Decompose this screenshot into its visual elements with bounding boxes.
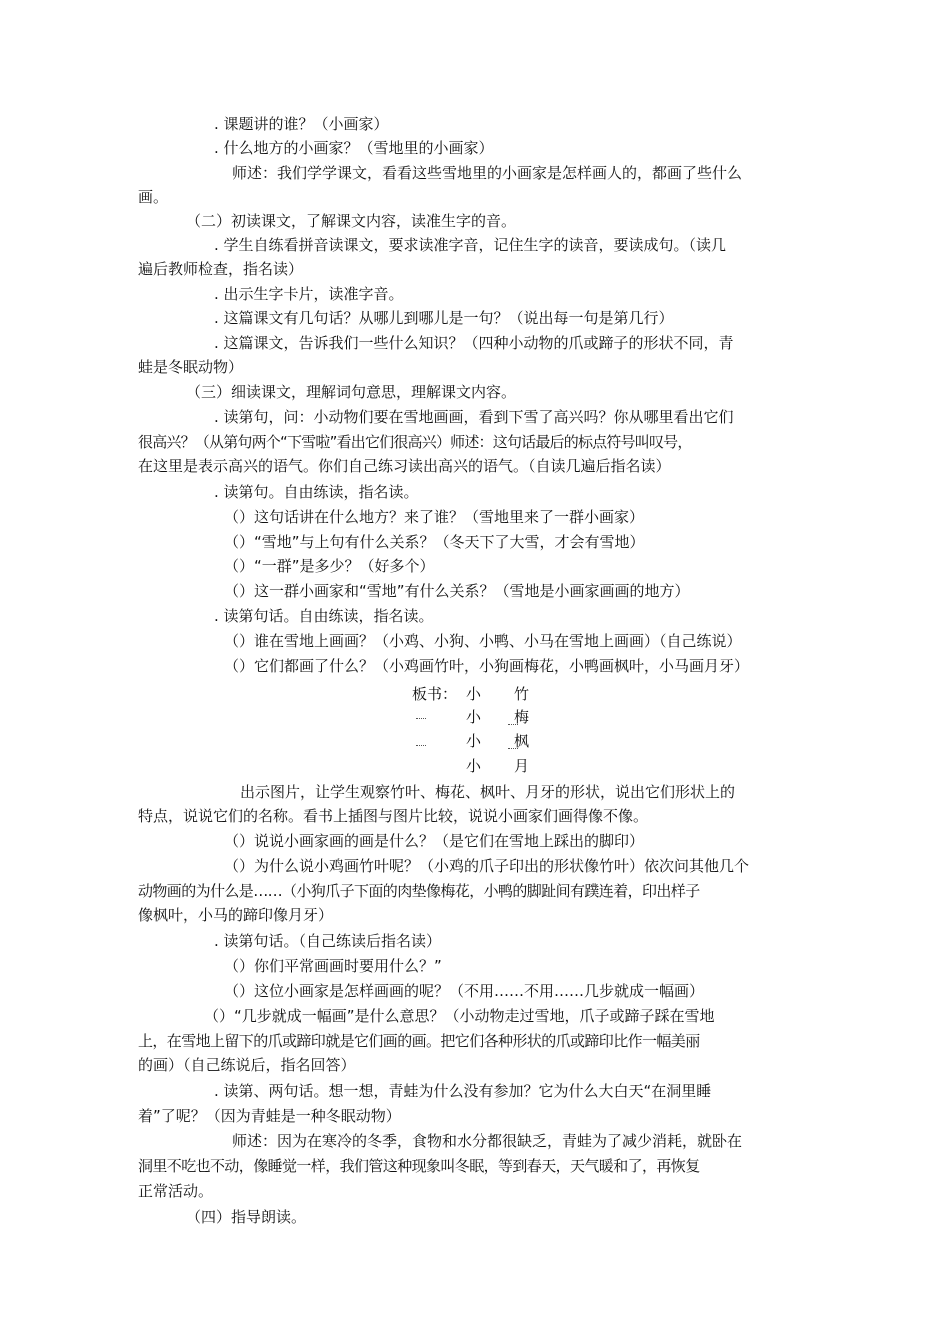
text-line: （）你们平常画画时要用什么？” xyxy=(224,957,442,975)
text-line: . 学生自练看拼音读课文，要求读准字音，记住生字的读音，要读成句。（读几 xyxy=(214,236,727,254)
text-line: 师述：我们学学课文，看看这些雪地里的小画家是怎样画人的，都画了些什么 xyxy=(232,164,743,182)
board-right-char: 竹 xyxy=(514,685,530,703)
section-heading: （三）细读课文，理解词句意思，理解课文内容。 xyxy=(186,383,517,401)
board-left-char: 小 xyxy=(466,732,482,750)
text-line: 很高兴？（从第句两个“下雪啦”看出它们很高兴）师述：这句话最后的标点符号叫叹号， xyxy=(138,433,692,451)
board-left-char: 小 xyxy=(466,757,482,775)
board-right-char: 月 xyxy=(514,757,530,775)
text-line: （）它们都画了什么？（小鸡画竹叶，小狗画梅花，小鸭画枫叶，小马画月牙） xyxy=(224,657,750,675)
board-mark xyxy=(416,718,426,721)
text-line: （）这句话讲在什么地方？来了谁？（雪地里来了一群小画家） xyxy=(224,508,645,526)
text-line: （）“一群”是多少？（好多个） xyxy=(224,557,435,575)
text-line: （）“雪地”与上句有什么关系？（冬天下了大雪，才会有雪地） xyxy=(224,533,645,551)
text-line: （）为什么说小鸡画竹叶呢？（小鸡的爪子印出的形状像竹叶）依次问其他几个 xyxy=(224,857,750,875)
text-line: 特点，说说它们的名称。看书上插图与图片比较，说说小画家们画得像不像。 xyxy=(138,807,649,825)
text-line: . 读第句话。自由练读，指名读。 xyxy=(214,607,434,625)
text-line: . 读第、两句话。想一想，青蛙为什么没有参加？它为什么大白天“在洞里睡 xyxy=(214,1082,712,1100)
text-line: 画。 xyxy=(138,188,169,206)
text-line: . 课题讲的谁？（小画家） xyxy=(214,115,389,133)
text-line: . 读第句，问：小动物们要在雪地画画，看到下雪了高兴吗？你从哪里看出它们 xyxy=(214,408,734,426)
text-line: 正常活动。 xyxy=(138,1182,214,1200)
section-heading: （四）指导朗读。 xyxy=(186,1208,307,1226)
text-line: . 出示生字卡片，读准字音。 xyxy=(214,285,404,303)
board-left-char: 小 xyxy=(466,708,482,726)
text-line: . 这篇课文有几句话？从哪儿到哪儿是一句？（说出每一句是第几行） xyxy=(214,309,674,327)
text-line: 像枫叶，小马的蹄印像月牙） xyxy=(138,906,334,924)
text-line: （）“几步就成一幅画”是什么意思？（小动物走过雪地，爪子或蹄子踩在雪地 xyxy=(204,1007,715,1025)
text-line: . 什么地方的小画家？（雪地里的小画家） xyxy=(214,139,494,157)
board-label: 板书： xyxy=(412,685,458,703)
text-line: 着”了呢？（因为青蛙是一种冬眠动物） xyxy=(138,1107,401,1125)
text-line: 出示图片，让学生观察竹叶、梅花、枫叶、月牙的形状，说出它们形状上的 xyxy=(240,783,736,801)
board-mark xyxy=(508,724,518,727)
board-mark xyxy=(508,748,518,751)
text-line: 遍后教师检查，指名读） xyxy=(138,260,304,278)
text-line: （）谁在雪地上画画？（小鸡、小狗、小鸭、小马在雪地上画画）（自己练说） xyxy=(224,632,742,650)
text-line: 洞里不吃也不动，像睡觉一样，我们管这种现象叫冬眠，等到春天，天气暖和了，再恢复 xyxy=(138,1157,700,1175)
text-line: . 读第句。自由练读，指名读。 xyxy=(214,483,419,501)
text-line: （）说说小画家画的画是什么？（是它们在雪地上踩出的脚印） xyxy=(224,832,645,850)
text-line: 蛙是冬眠动物） xyxy=(138,358,244,376)
text-line: 师述：因为在寒冷的冬季，食物和水分都很缺乏，青蛙为了减少消耗，就卧在 xyxy=(232,1132,743,1150)
text-line: （）这一群小画家和“雪地”有什么关系？（雪地是小画家画画的地方） xyxy=(224,582,690,600)
board-left-char: 小 xyxy=(466,685,482,703)
board-right-char: 枫 xyxy=(514,732,530,750)
text-line: 的画）（自己练说后，指名回答） xyxy=(138,1056,356,1074)
board-mark xyxy=(416,745,426,748)
text-line: 动物画的为什么是……（小狗爪子下面的肉垫像梅花，小鸭的脚趾间有蹼连着，印出样子 xyxy=(138,882,700,900)
text-line: 在这里是表示高兴的语气。你们自己练习读出高兴的语气。（自读几遍后指名读） xyxy=(138,457,671,475)
text-line: . 读第句话。（自己练读后指名读） xyxy=(214,932,442,950)
text-line: . 这篇课文，告诉我们一些什么知识？（四种小动物的爪或蹄子的形状不同，青 xyxy=(214,334,734,352)
board-right-char: 梅 xyxy=(514,708,530,726)
section-heading: （二）初读课文，了解课文内容，读准生字的音。 xyxy=(186,212,517,230)
text-line: （）这位小画家是怎样画画的呢？（不用……不用……几步就成一幅画） xyxy=(224,982,705,1000)
text-line: 上，在雪地上留下的爪或蹄印就是它们画的画。把它们各种形状的爪或蹄印比作一幅美丽 xyxy=(138,1032,700,1050)
